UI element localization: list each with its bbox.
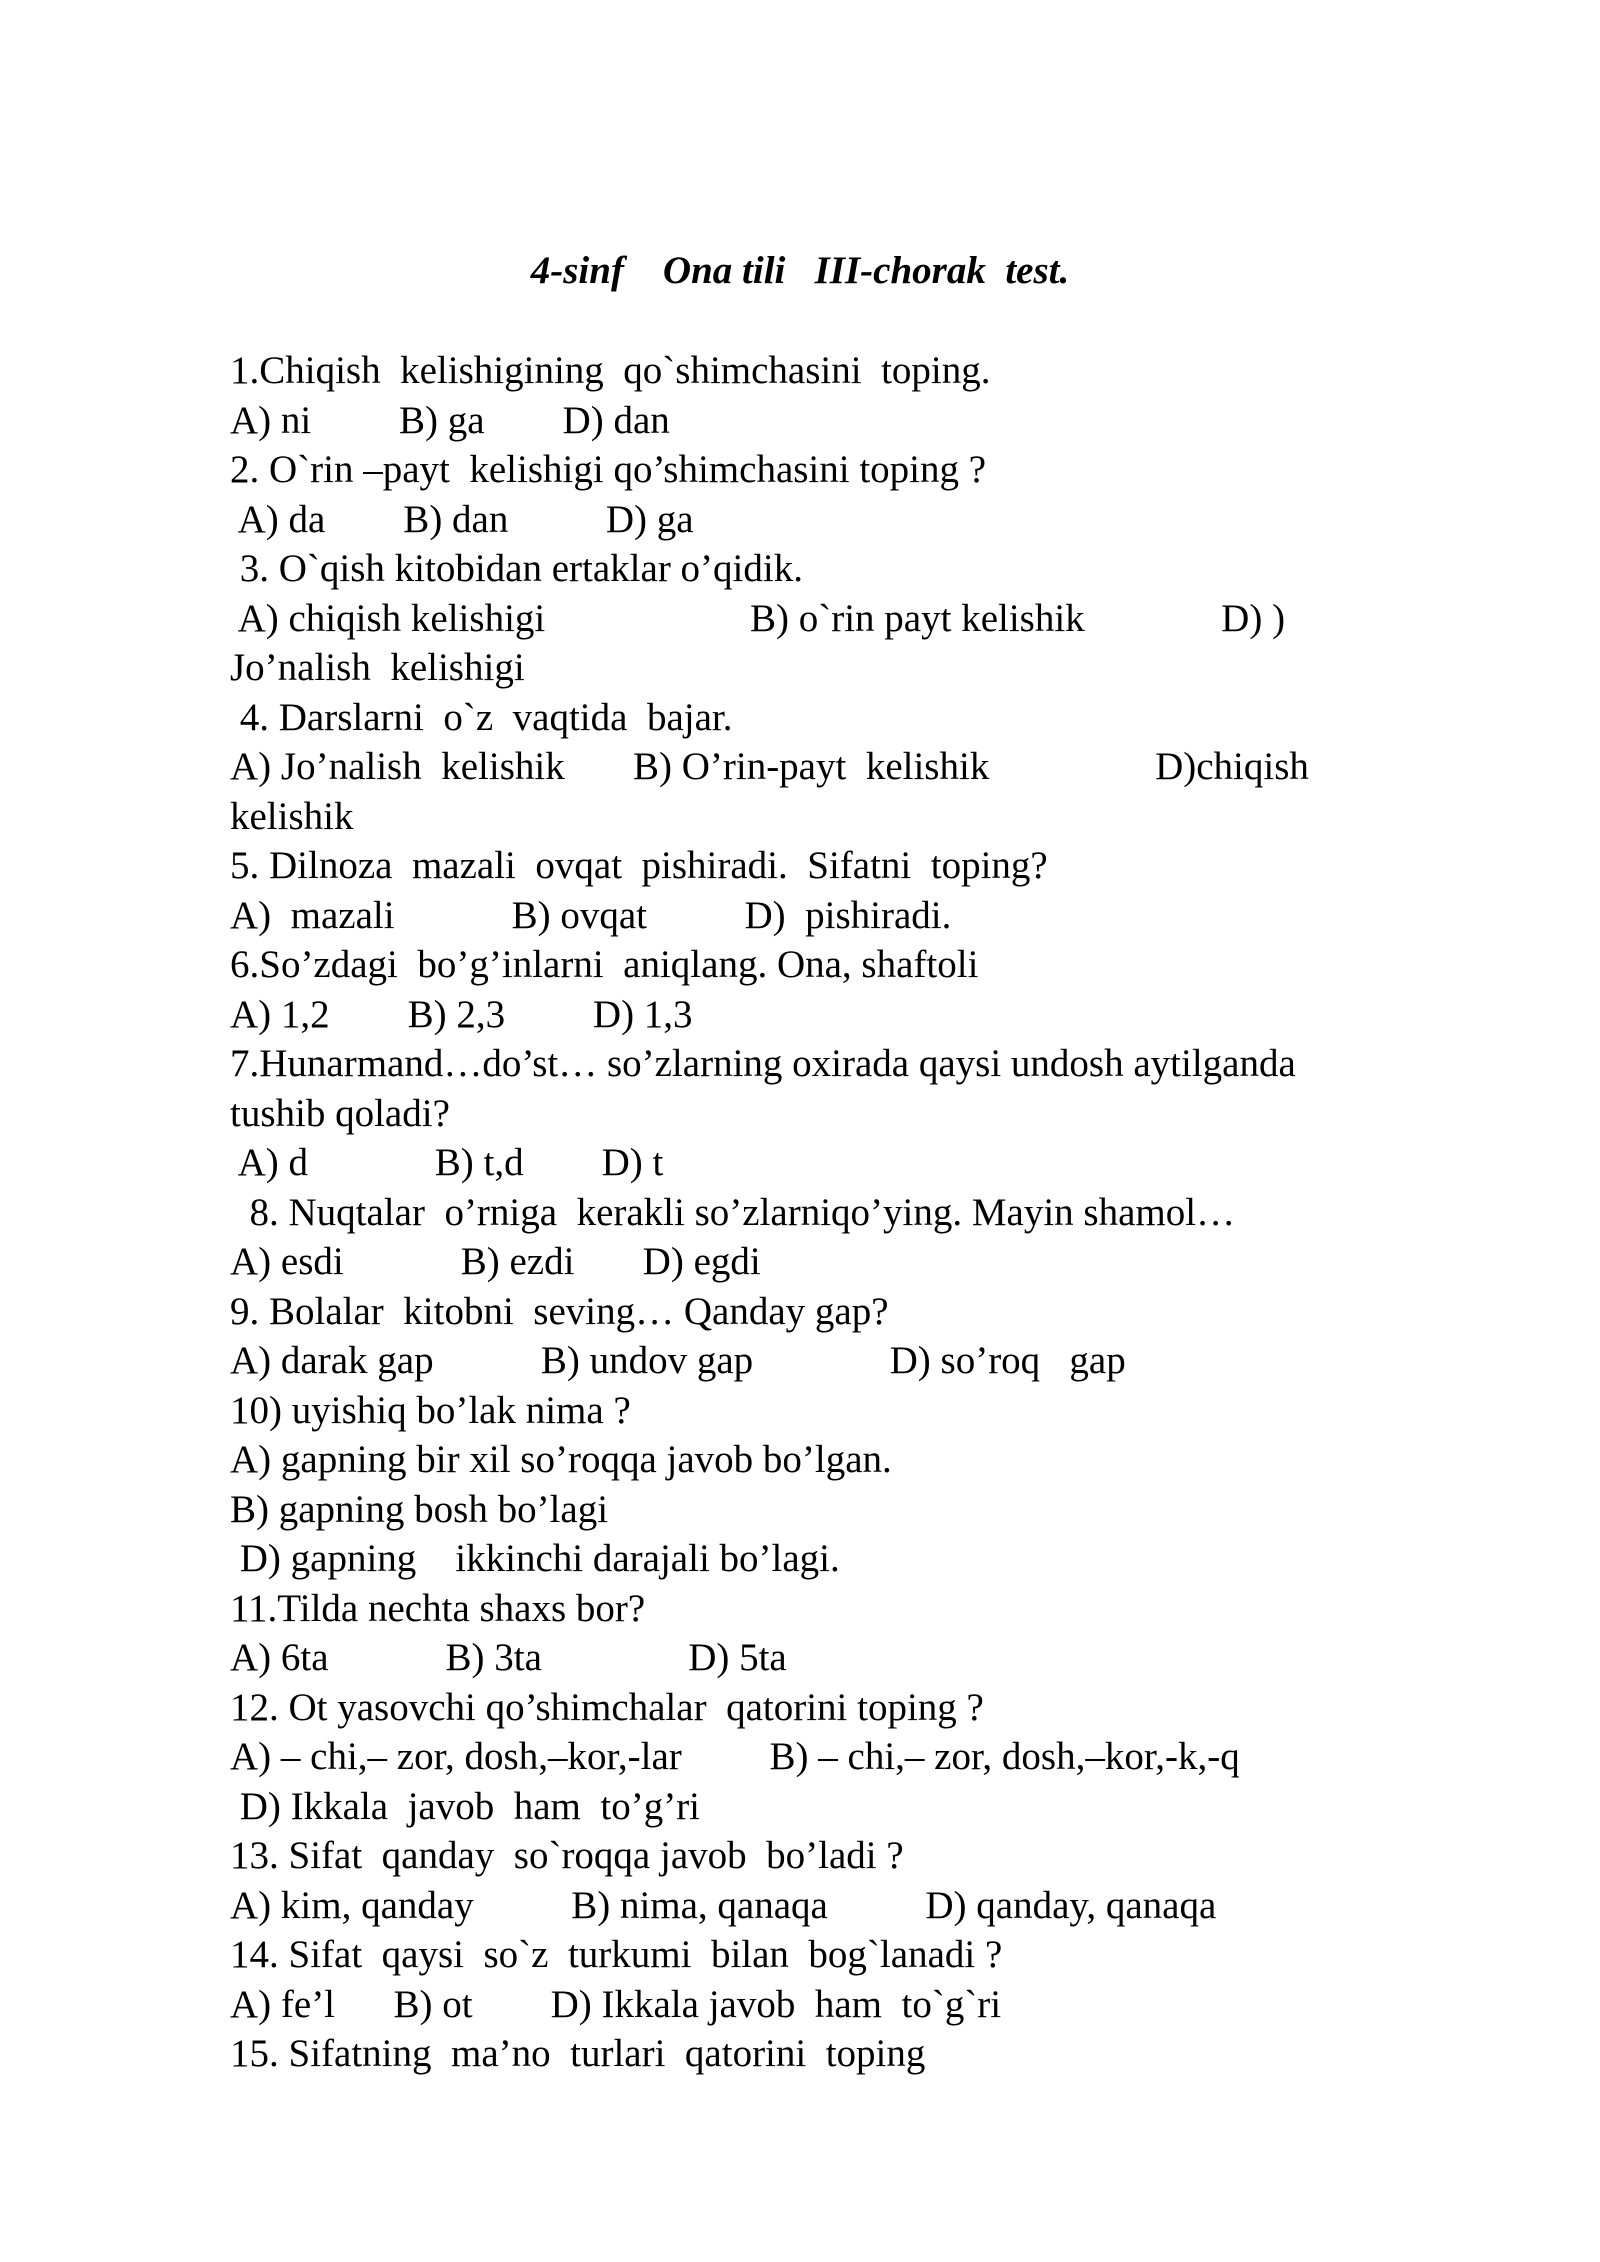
text-line: Jo’nalish kelishigi [230, 646, 525, 689]
text-line: 11.Tilda nechta shaxs bor? [230, 1586, 646, 1630]
text-line: 5. Dilnoza mazali ovqat pishiradi. Sifatni toping? [230, 844, 1048, 887]
test-title: 4-sinf Ona tili III-chorak test. [530, 249, 1070, 292]
text-line: 3. O`qish kitobidan ertaklar o’qidik. [230, 547, 803, 590]
text-line: kelishik [230, 794, 354, 838]
text-line: A) chiqish kelishigi B) o`rin payt kelishik D) ) [230, 596, 1286, 640]
text-line: A) fe’l B) ot D) Ikkala javob ham to`g`ri [230, 1982, 1002, 2026]
text-line: A) mazali B) ovqat D) pishiradi. [230, 893, 952, 937]
text-line: tushib qoladi? [230, 1091, 450, 1135]
text-line: A) gapning bir xil so’roqqa javob bo’lgan. [230, 1438, 892, 1481]
text-line: B) gapning bosh bo’lagi [230, 1487, 609, 1531]
test-questions [230, 346, 1430, 2079]
text-line: A) – chi,– zor, dosh,–kor,-lar B) – chi,– zor, dosh,–kor,-k,-q [230, 1735, 1240, 1778]
text-line: 6.So’zdagi bo’g’inlarni aniqlang. Ona, shaftoli [230, 943, 979, 986]
text-line: A) d B) t,d D) t [230, 1141, 664, 1184]
text-line: A) Jo’nalish kelishik B) O’rin-payt kelishik D)chiqish [230, 745, 1309, 788]
text-line: A) esdi B) ezdi D) egdi [230, 1240, 761, 1283]
text-line: D) Ikkala javob ham to’g’ri [230, 1784, 701, 1828]
text-line: A) da B) dan D) ga [230, 497, 694, 541]
text-line: 15. Sifatning ma’no turlari qatorini toping [230, 2032, 926, 2075]
text-line: A) 1,2 B) 2,3 D) 1,3 [230, 992, 693, 1036]
text-line: 10) uyishiq bo’lak nima ? [230, 1388, 631, 1432]
text-line: 9. Bolalar kitobni seving… Qanday gap? [230, 1289, 889, 1333]
text-line: A) 6ta B) 3ta D) 5ta [230, 1636, 787, 1679]
text-line: 1.Chiqish kelishigining qo`shimchasini toping. [230, 349, 991, 392]
text-line: A) kim, qanday B) nima, qanaqa D) qanday, qanaqa [230, 1883, 1217, 1927]
text-line: 8. Nuqtalar o’rniga kerakli so’zlarniqo’ying. Mayin shamol… [230, 1190, 1236, 1234]
text-line: 2. O`rin –payt kelishigi qo’shimchasini toping ? [230, 448, 987, 491]
text-line: 12. Ot yasovchi qo’shimchalar qatorini toping ? [230, 1685, 984, 1729]
text-line: D) gapning ikkinchi darajali bo’lagi. [230, 1537, 840, 1580]
text-line: 13. Sifat qanday so`roqqa javob bo’ladi ? [230, 1834, 904, 1877]
text-line: 14. Sifat qaysi so`z turkumi bilan bog`lanadi ? [230, 1933, 1003, 1976]
text-line: 7.Hunarmand…do’st… so’zlarning oxirada qaysi undosh aytilganda [230, 1042, 1296, 1085]
text-line: A) darak gap B) undov gap D) so’roq gap [230, 1339, 1126, 1382]
text-line: A) ni B) ga D) dan [230, 398, 670, 442]
text-line: 4. Darslarni o`z vaqtida bajar. [230, 695, 733, 739]
